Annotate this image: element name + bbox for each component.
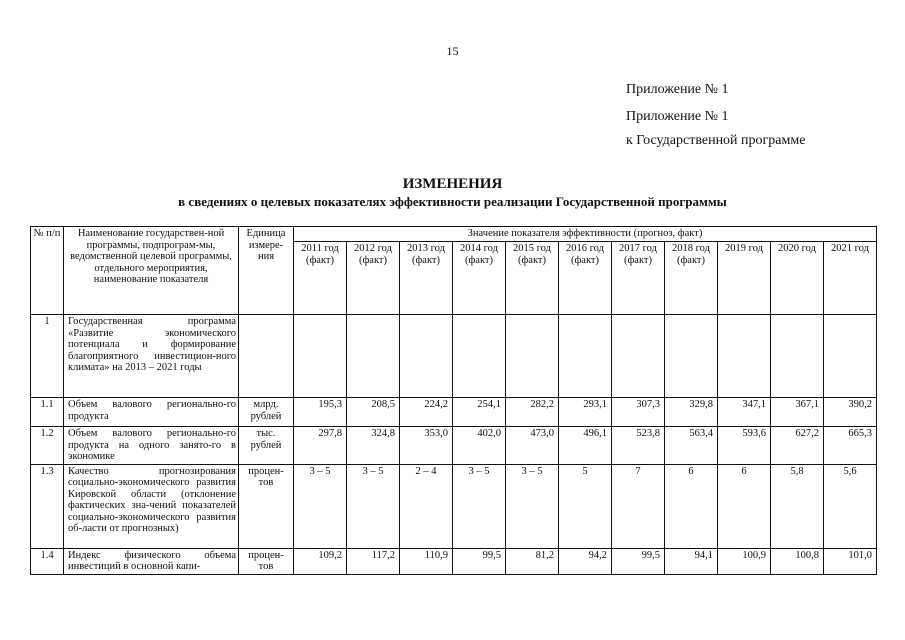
row-value: 367,1 bbox=[771, 398, 824, 427]
header-num: № п/п bbox=[31, 227, 64, 315]
row-value: 563,4 bbox=[665, 427, 718, 465]
row-value: 109,2 bbox=[294, 548, 347, 574]
row-value: 7 bbox=[612, 464, 665, 548]
document-subtitle: в сведениях о целевых показателях эффективности реализации Государственной программы bbox=[178, 194, 727, 209]
row-value: 117,2 bbox=[347, 548, 400, 574]
document-title: ИЗМЕНЕНИЯ bbox=[402, 176, 503, 192]
row-num: 1.1 bbox=[31, 398, 64, 427]
row-value bbox=[559, 315, 612, 398]
row-value: 81,2 bbox=[506, 548, 559, 574]
row-num: 1.3 bbox=[31, 464, 64, 548]
row-value: 94,1 bbox=[665, 548, 718, 574]
header-year: 2019 год bbox=[718, 242, 771, 315]
row-value bbox=[718, 315, 771, 398]
row-value: 627,2 bbox=[771, 427, 824, 465]
row-value: 6 bbox=[718, 464, 771, 548]
header-year: 2016 год (факт) bbox=[559, 242, 612, 315]
row-value: 593,6 bbox=[718, 427, 771, 465]
row-num: 1.4 bbox=[31, 548, 64, 574]
header-row bbox=[31, 227, 877, 242]
row-value: 110,9 bbox=[400, 548, 453, 574]
row-value: 329,8 bbox=[665, 398, 718, 427]
row-value: 5,8 bbox=[771, 464, 824, 548]
row-name: Объем валового регионально-го продукта на одного занято-го в экономике bbox=[64, 427, 239, 465]
table-row bbox=[31, 464, 877, 548]
header-year: 2012 год (факт) bbox=[347, 242, 400, 315]
row-value: 665,3 bbox=[824, 427, 877, 465]
row-value: 208,5 bbox=[347, 398, 400, 427]
row-value bbox=[347, 315, 400, 398]
row-value: 94,2 bbox=[559, 548, 612, 574]
appendix-line-3: к Государственной программе bbox=[626, 133, 806, 148]
indicators-table bbox=[30, 226, 877, 575]
row-value bbox=[453, 315, 506, 398]
row-value bbox=[824, 315, 877, 398]
row-unit: процен-тов bbox=[239, 464, 294, 548]
appendix-line-1: Приложение № 1 bbox=[626, 82, 729, 97]
row-name: Государственная программа «Развитие экономического потенциала и формирование благоприятного инвестицион-ного климата» на 2013 – 2021 годы bbox=[64, 315, 239, 398]
row-value: 3 – 5 bbox=[294, 464, 347, 548]
row-value: 100,8 bbox=[771, 548, 824, 574]
row-name: Качество прогнозирования социально-экономического развития Кировской области (отклонение фактических зна-чений показателей социально-экономического развития об-ласти от прогнозных) bbox=[64, 464, 239, 548]
row-value bbox=[771, 315, 824, 398]
row-value: 6 bbox=[665, 464, 718, 548]
row-num: 1 bbox=[31, 315, 64, 398]
row-value: 5,6 bbox=[824, 464, 877, 548]
row-value: 2 – 4 bbox=[400, 464, 453, 548]
header-year: 2011 год (факт) bbox=[294, 242, 347, 315]
table-row bbox=[31, 548, 877, 574]
row-value: 3 – 5 bbox=[506, 464, 559, 548]
page-number: 15 bbox=[446, 44, 459, 58]
row-value: 473,0 bbox=[506, 427, 559, 465]
table-row bbox=[31, 427, 877, 465]
row-value: 402,0 bbox=[453, 427, 506, 465]
header-year: 2020 год bbox=[771, 242, 824, 315]
header-year: 2017 год (факт) bbox=[612, 242, 665, 315]
row-value bbox=[400, 315, 453, 398]
row-value: 101,0 bbox=[824, 548, 877, 574]
row-value: 99,5 bbox=[612, 548, 665, 574]
row-value: 390,2 bbox=[824, 398, 877, 427]
row-value: 293,1 bbox=[559, 398, 612, 427]
row-unit bbox=[239, 315, 294, 398]
row-value: 3 – 5 bbox=[453, 464, 506, 548]
row-value: 523,8 bbox=[612, 427, 665, 465]
header-year: 2018 год (факт) bbox=[665, 242, 718, 315]
row-value: 496,1 bbox=[559, 427, 612, 465]
table-row bbox=[31, 315, 877, 398]
header-year: 2021 год bbox=[824, 242, 877, 315]
header-year: 2014 год (факт) bbox=[453, 242, 506, 315]
row-value: 254,1 bbox=[453, 398, 506, 427]
header-unit: Единица измере-ния bbox=[239, 227, 294, 315]
row-value: 224,2 bbox=[400, 398, 453, 427]
row-name: Объем валового регионально-го продукта bbox=[64, 398, 239, 427]
row-value: 99,5 bbox=[453, 548, 506, 574]
row-value bbox=[506, 315, 559, 398]
row-value: 3 – 5 bbox=[347, 464, 400, 548]
appendix-line-2: Приложение № 1 bbox=[626, 109, 729, 124]
row-value bbox=[665, 315, 718, 398]
row-value: 282,2 bbox=[506, 398, 559, 427]
row-value: 195,3 bbox=[294, 398, 347, 427]
header-year: 2015 год (факт) bbox=[506, 242, 559, 315]
row-name: Индекс физического объема инвестиций в основной капи- bbox=[64, 548, 239, 574]
row-value bbox=[294, 315, 347, 398]
header-values-group: Значение показателя эффективности (прогноз, факт) bbox=[294, 227, 877, 242]
header-name: Наименование государствен-ной программы, подпрограм-мы, ведомственной целевой программы, отдельного мероприятия, наименование показателя bbox=[64, 227, 239, 315]
row-value: 100,9 bbox=[718, 548, 771, 574]
row-unit: тыс. рублей bbox=[239, 427, 294, 465]
row-value: 5 bbox=[559, 464, 612, 548]
row-num: 1.2 bbox=[31, 427, 64, 465]
row-value: 353,0 bbox=[400, 427, 453, 465]
row-value: 347,1 bbox=[718, 398, 771, 427]
table-row bbox=[31, 398, 877, 427]
row-value: 307,3 bbox=[612, 398, 665, 427]
row-value: 324,8 bbox=[347, 427, 400, 465]
row-value: 297,8 bbox=[294, 427, 347, 465]
header-year: 2013 год (факт) bbox=[400, 242, 453, 315]
row-value bbox=[612, 315, 665, 398]
row-unit: процен-тов bbox=[239, 548, 294, 574]
row-unit: млрд. рублей bbox=[239, 398, 294, 427]
